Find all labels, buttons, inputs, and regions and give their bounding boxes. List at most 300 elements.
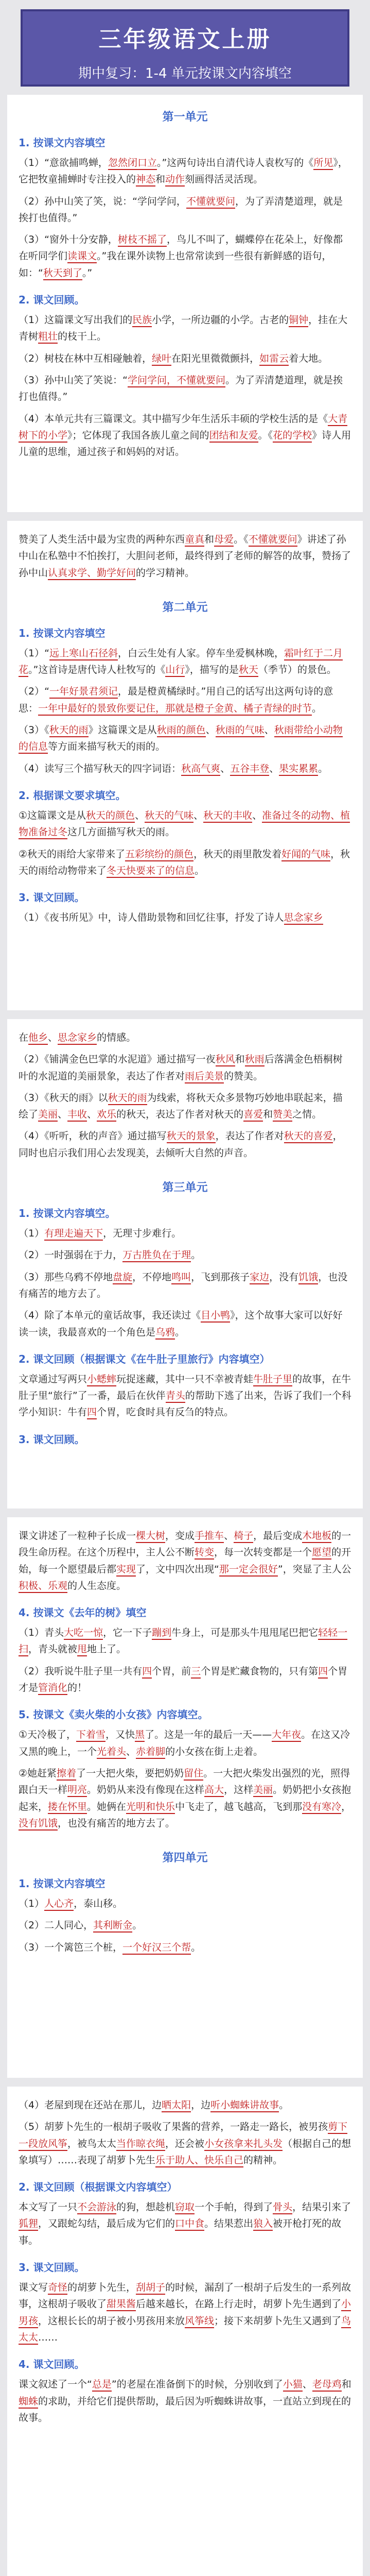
prompt-text: （3）《秋天的雨》以 [19, 1092, 108, 1104]
prompt-text: 》讲述了孙中山在私塾中不怕挨打，大胆问老师，最终得到了老师的解答的故事，赞扬了孙中山 [19, 534, 351, 579]
answer-text: 秋天的丰收 [203, 810, 252, 823]
prompt-text: （2）树枝在林中互相碰触着， [19, 352, 152, 364]
prompt-text: 的胡萝卜先生， [67, 2282, 136, 2294]
fill-blank-paragraph [19, 531, 351, 581]
content-card-2 [7, 521, 363, 1010]
answer-text: 不懂就要问 [249, 534, 297, 547]
prompt-text: 课文叙述了一个“ [19, 2379, 92, 2391]
answer-text: 口中食 [175, 2218, 204, 2231]
section-heading: 1. 按课文内容填空 [19, 626, 105, 639]
answer-text: 饥饿 [298, 1272, 318, 1284]
prompt-text: （1）“意欲捕鸣蝉， [19, 157, 108, 168]
prompt-text: 的狗，想趁机 [116, 2201, 175, 2213]
answer-text: 椅子 [234, 1530, 253, 1543]
prompt-text: （3）《 [19, 724, 49, 736]
answer-text: 没有寒冷 [302, 1801, 341, 1814]
section-heading: 2. 根据课文要求填空。 [19, 789, 126, 802]
prompt-text: 和 [235, 1054, 245, 1065]
answer-text: 果实累累 [279, 763, 318, 776]
answer-text: 当作晾衣绳 [116, 2138, 165, 2151]
prompt-text: （4）本单元共有三篇课文。其中描写少年生活乐丰硕的学校生活的是《 [19, 413, 328, 425]
prompt-text: 的开始，每一个愿望最后都 [19, 1547, 351, 1575]
answer-text: 其利断金 [93, 1920, 132, 1933]
answer-text: 大年夜 [272, 1729, 301, 1742]
prompt-text: 牛身上，可是那头牛甩甩尾巴把它 [171, 1627, 319, 1639]
answer-text: 他乡 [28, 1032, 48, 1045]
answer-text: 搂在怀里 [48, 1801, 87, 1814]
fill-blank-paragraph [19, 1726, 351, 1760]
answer-text: 冬天快要来了的信息 [107, 865, 195, 878]
prompt-text: 在阳光里微微颤抖， [171, 352, 260, 364]
fill-blank-paragraph [19, 1247, 351, 1263]
answer-text: 狼入 [253, 2218, 273, 2231]
prompt-text: （1）《夜书所见》中，诗人借助景物和回忆往事，抒发了诗人 [19, 912, 284, 924]
answer-text: 乌鸦 [155, 1327, 175, 1340]
answer-text: 如雷云 [259, 353, 289, 366]
prompt-text: ，又跟蛇勾结，最后成为它们的 [38, 2218, 175, 2230]
prompt-text: 。”这首诗是唐代诗人杜牧写的《 [28, 664, 166, 676]
prompt-text: 后越来越长，在路上行走时，胡萝卜先生遇到了 [136, 2298, 342, 2310]
answer-text: 棵大树 [136, 1530, 165, 1543]
answer-text: 一个好汉三个帮 [122, 1942, 191, 1955]
prompt-text: （2）“ [19, 686, 49, 698]
fill-blank-paragraph [19, 807, 351, 841]
answer-text: 骨头 [273, 2201, 292, 2214]
answer-text: 秋天的喜爱 [284, 1130, 333, 1143]
section-heading: 3. 课文回顾。 [19, 1433, 85, 1446]
answer-text: 有理走遍天下 [44, 1228, 103, 1241]
prompt-text: 、 [205, 724, 216, 736]
content-card-1 [7, 95, 363, 512]
answer-text: 秋天的雨 [49, 724, 89, 737]
prompt-text: 、 [48, 1032, 58, 1043]
prompt-text: （1）“ [19, 647, 49, 659]
prompt-text: 。 [279, 2099, 289, 2111]
prompt-text: 地上了。 [87, 1643, 127, 1655]
prompt-text: ，也没有痛苦的地方去了。 [58, 1817, 175, 1829]
content-card-4 [7, 1517, 363, 2078]
answer-text: 欢乐 [97, 1109, 116, 1122]
prompt-text: 课文写 [19, 2282, 48, 2294]
prompt-text: 的小女孩在街上走着。 [165, 1745, 263, 1757]
prompt-text: 。奶奶把小女孩抱起来， [19, 1784, 351, 1812]
fill-blank-paragraph [19, 231, 351, 281]
prompt-text: 小学，一所边疆的小学。古老的 [152, 314, 289, 326]
prompt-text: （3）孙中山笑了笑说：“ [19, 374, 128, 386]
unit-heading: 第二单元 [162, 601, 208, 614]
prompt-text: 、 [252, 809, 262, 821]
prompt-text: 个胃是贮藏食物的，只有第 [201, 1665, 319, 1677]
fill-blank-paragraph [19, 372, 351, 405]
answer-text: 秋天到了 [43, 267, 82, 280]
prompt-text: （4）老屋到现在还站在那儿，边 [19, 2099, 162, 2111]
spacer [19, 1166, 351, 1176]
prompt-text: 被开枪打死的故事。 [19, 2218, 342, 2246]
prompt-text: ，还会被 [165, 2138, 205, 2149]
prompt-text: ，这根长长的胡子被小男孩用来放 [38, 2315, 185, 2327]
prompt-text: 。 [175, 1326, 185, 1338]
answer-text: 没有饥饿 [19, 1818, 58, 1831]
prompt-text: 了一大把火柴，要把奶奶 [76, 1767, 184, 1779]
prompt-text: （季节）的景色。 [258, 664, 337, 676]
prompt-text: （3）一个篱笆三个桩， [19, 1941, 123, 1953]
answer-text: 黑 [135, 1729, 145, 1742]
fill-blank-paragraph [19, 1051, 351, 1084]
answer-text: 明亮 [67, 1784, 87, 1797]
prompt-text: 。结果惹出 [204, 2218, 254, 2230]
prompt-text: ，同时也启示我们用心去发现美，去倾听大自然的声音。 [19, 1130, 343, 1159]
answer-text: 甩 [77, 1643, 87, 1656]
fill-blank-paragraph [19, 2097, 351, 2113]
prompt-text: （4）《听听，秋的声音》通过描写 [19, 1130, 167, 1142]
prompt-text: ，这样 [224, 1784, 254, 1796]
section-heading: 2. 课文回顾。 [19, 294, 85, 307]
prompt-text: 。” [82, 267, 93, 279]
prompt-text: 等方面来描写秋天的雨的。 [48, 741, 166, 753]
prompt-text: ，飞到那孩子 [191, 1271, 250, 1283]
answer-text: 准备过冬的动物、植物准备过冬 [19, 810, 350, 839]
prompt-text: （5）胡萝卜先生的一根胡子吸收了果酱的营养，一路走一路长，被男孩 [19, 2121, 328, 2133]
prompt-text: ，为了弄清楚道理，就是挨打也值得。” [19, 195, 343, 224]
prompt-text: ，白云生处有人家。停车坐爱枫林晚， [117, 647, 284, 659]
answer-text: 树枝不摇了 [118, 234, 167, 247]
prompt-text: 和 [204, 534, 215, 545]
answer-text: 青头 [166, 1390, 185, 1403]
answer-text: 不会游泳 [77, 2201, 116, 2214]
answer-text: 思念家乡 [284, 912, 323, 925]
prompt-text: 本文写了一只 [19, 2201, 78, 2213]
answer-text: 小蟋蟀 [87, 1374, 116, 1386]
prompt-text: 和 [341, 2379, 351, 2391]
fill-blank-paragraph [19, 193, 351, 227]
prompt-text: 、 [87, 1109, 97, 1121]
prompt-text: 。 [312, 702, 322, 714]
prompt-text: 为线索，将秋天众多景物巧妙地串联起来，描绘了 [19, 1092, 343, 1121]
prompt-text: 。奶奶从来没有像现在这样 [87, 1784, 205, 1796]
answer-text: 鸣叫 [171, 1272, 191, 1284]
prompt-text: 的枝干上。 [58, 331, 107, 343]
answer-text: 美丽 [253, 1784, 273, 1797]
prompt-text: 的求助，并给它们提供帮助，最后因为听蜘蛛讲故事，一直站立到现在的故事。 [19, 2395, 351, 2424]
answer-text: 转变 [195, 1547, 214, 1560]
prompt-text: （2）一时强弱在于力， [19, 1249, 123, 1261]
answer-text: 神态 [136, 174, 155, 187]
prompt-text: 》，描写的是 [185, 664, 239, 676]
prompt-text: ，最后变成 [253, 1530, 303, 1541]
prompt-text: 、 [269, 762, 279, 774]
fill-blank-paragraph [19, 722, 351, 755]
answer-text: 山行 [165, 664, 185, 677]
fill-blank-paragraph [19, 1225, 351, 1242]
prompt-text: ，鸟儿不叫了，蝴蝶停在花朵上，好像都在听同学们 [19, 234, 343, 262]
answer-text: 老母鸡 [312, 2379, 342, 2392]
answer-text: 下着雪 [76, 1729, 105, 1742]
prompt-text: 这几方面描写秋天的雨。 [67, 826, 175, 838]
prompt-text: （1） [19, 1228, 45, 1240]
header-banner [21, 9, 349, 87]
prompt-text: ②秋天的雨给大家带来了 [19, 848, 126, 860]
answer-text: 家边 [250, 1272, 269, 1284]
prompt-text: ，边 [191, 2099, 211, 2111]
fill-blank-paragraph [19, 846, 351, 879]
answer-text: 好闻的气味 [281, 849, 330, 861]
fill-blank-paragraph [19, 155, 351, 188]
answer-text: 鸟太太 [19, 2315, 351, 2345]
answer-text: 秋天的气味 [145, 810, 193, 823]
prompt-text: ，不停地 [132, 1271, 172, 1283]
prompt-text: ①天冷极了， [19, 1729, 77, 1741]
answer-text: 风筝线 [185, 2315, 214, 2328]
prompt-text: 的故事，在牛肚子里“旅行”了一番，最后在伙伴 [19, 1373, 351, 1402]
prompt-text: ，青头就被 [28, 1643, 78, 1655]
fill-blank-paragraph [19, 1090, 351, 1123]
section-heading: 1. 按课文内容填空 [19, 1877, 105, 1890]
answer-text: 牛肚子里 [253, 1374, 292, 1386]
page-title: 三年级语文上册 [98, 26, 272, 53]
prompt-text: （4）读写三个描写秋天的四字词语： [19, 762, 182, 774]
section-heading: 3. 课文回顾。 [19, 2261, 85, 2274]
answer-text: 秋雨带给小动物的信息 [19, 724, 343, 754]
prompt-text: 之情。 [292, 1109, 322, 1121]
prompt-text: 的时候，漏刮了一根胡子后发生的一系列故事，这根胡子吸收了 [19, 2282, 351, 2310]
prompt-text: 。 [195, 865, 205, 876]
answer-text: 铜钟 [289, 314, 308, 327]
fill-blank-paragraph [19, 312, 351, 345]
prompt-text: 。 [132, 1920, 143, 1931]
answer-text: 五谷丰登 [230, 763, 269, 776]
section-heading: 4. 课文回顾。 [19, 2358, 85, 2371]
answer-text: 童真 [185, 534, 204, 547]
prompt-text: 、 [135, 809, 145, 821]
answer-text: 团结和友爱 [209, 430, 258, 443]
prompt-text: （1）青头 [19, 1627, 64, 1639]
answer-text: 蹦到 [152, 1627, 171, 1640]
prompt-text: 。”我在课外读物上也常常读到一些很有新鲜感的语句，如：“ [19, 250, 332, 279]
prompt-text: 、 [126, 1745, 136, 1757]
prompt-text: （4）除了本单元的童话故事，我还读过《 [19, 1310, 201, 1321]
fill-blank-paragraph [19, 1765, 351, 1832]
prompt-text: 。在这又冷又黑的晚上，一个 [19, 1729, 350, 1757]
answer-text: 刮胡子 [136, 2282, 165, 2295]
answer-text: 三 [191, 1666, 201, 1679]
answer-text: 秋雨 [245, 1054, 265, 1066]
section-heading: 5. 按课文《卖火柴的小女孩》内容填空。 [19, 1708, 208, 1721]
prompt-text: 、 [264, 724, 274, 736]
prompt-text: 》这篇课文是从 [88, 724, 157, 736]
prompt-text: ，也没有痛苦的地方去了。 [19, 1271, 348, 1299]
prompt-text: ，挂在大青树 [19, 314, 348, 343]
page-subtitle: 期中复习：1-4 单元按课文内容填空 [78, 66, 292, 81]
answer-text: 民族 [132, 314, 152, 327]
prompt-text: （1）这篇课文写出我们的 [19, 314, 133, 326]
content-card-3 [7, 1019, 363, 1509]
answer-text: 秋雨的气味 [216, 724, 265, 737]
prompt-text: 着大地。 [289, 352, 328, 364]
answer-text: 丰收 [67, 1109, 87, 1122]
answer-text: 一年好景君须记 [49, 686, 118, 699]
answer-text: 秋天的颜色 [86, 810, 135, 823]
fill-blank-paragraph [19, 1624, 351, 1658]
answer-text: 不懂就要问 [186, 196, 235, 209]
fill-blank-paragraph [19, 1917, 351, 1934]
answer-text: 甜果酱 [107, 2298, 136, 2311]
answer-text: 人心齐 [44, 1898, 74, 1911]
answer-text: 留住 [184, 1768, 203, 1781]
answer-text: 读课文 [67, 250, 97, 263]
answer-text: 四 [318, 1666, 328, 1679]
answer-text: 蜘蛛 [19, 2396, 38, 2409]
answer-text: 轻轻一扫 [19, 1627, 347, 1656]
answer-text: 秋天的景象 [167, 1130, 216, 1143]
prompt-text: ②她赶紧 [19, 1767, 57, 1779]
prompt-text: 后落满金色梧桐树叶的水泥道的美丽景象，表达了作者对 [19, 1054, 343, 1082]
prompt-text: 。《 [258, 429, 273, 441]
prompt-text: 、 [302, 2379, 312, 2391]
answer-text: 雨后美景 [185, 1071, 224, 1083]
prompt-text: 和 [263, 1109, 273, 1121]
answer-text: 五彩缤纷的颜色 [125, 849, 193, 861]
prompt-text: 。 [191, 1249, 201, 1261]
answer-text: 窃取 [175, 2201, 195, 2214]
prompt-text: 的赞美。 [224, 1070, 263, 1082]
prompt-text: 、 [193, 809, 204, 821]
answer-text: 积极、乐观 [19, 1580, 67, 1593]
answer-text: 光明和快乐 [126, 1801, 175, 1814]
prompt-text: 的精神。 [243, 2154, 283, 2166]
fill-blank-paragraph [19, 1528, 351, 1594]
prompt-text: 、 [224, 1530, 234, 1541]
prompt-text: 、 [58, 1109, 68, 1121]
prompt-text: …… [38, 2331, 58, 2343]
fill-blank-paragraph [19, 683, 351, 717]
prompt-text: 的一段生命历程。在这个历程中，主人公不断 [19, 1530, 351, 1558]
prompt-text: 了。这是一年的最后一天—— [145, 1729, 272, 1741]
answer-text: 喜爱 [243, 1109, 263, 1122]
answer-text: 小女孩拿来扎头发 [204, 2138, 283, 2151]
answer-text: 秋天的雨 [108, 1092, 147, 1105]
answer-text: 总是 [92, 2379, 112, 2392]
fill-blank-paragraph [19, 1307, 351, 1341]
answer-text: 高大 [204, 1784, 224, 1797]
fill-blank-paragraph [19, 1939, 351, 1956]
answer-text: 小男孩 [19, 2298, 351, 2328]
section-heading: 1. 按课文内容填空。 [19, 1207, 116, 1220]
fill-blank-paragraph [19, 909, 351, 926]
prompt-text: ”，突显了主人公 [277, 1563, 351, 1575]
prompt-text: 和 [155, 174, 166, 185]
answer-text: 霜叶红于二月花 [19, 648, 343, 677]
fill-blank-paragraph [19, 411, 351, 461]
prompt-text: 的！ [67, 1682, 87, 1694]
fill-blank-paragraph [19, 1663, 351, 1697]
prompt-text: 的学习精神。 [136, 567, 195, 579]
section-heading: 4. 按课文《去年的树》填空 [19, 1606, 147, 1619]
prompt-text: 个胃才是 [19, 1665, 348, 1694]
answer-text: 动作 [165, 174, 185, 187]
prompt-text: ，变成 [165, 1530, 195, 1541]
prompt-text: 。 [318, 762, 328, 774]
answer-text: 大青树下的小学 [19, 413, 347, 443]
answer-text: 万古胜负在于理 [122, 1249, 191, 1262]
prompt-text: （1） [19, 1898, 45, 1910]
unit-heading: 第四单元 [162, 1852, 208, 1865]
answer-text: 思念家乡 [58, 1032, 97, 1045]
fill-blank-paragraph [19, 1371, 351, 1421]
fill-blank-paragraph [19, 1128, 351, 1161]
prompt-text: 的人生态度。 [67, 1580, 127, 1591]
prompt-text: （2）二人同心， [19, 1920, 94, 1931]
answer-text: 秋天 [239, 664, 258, 677]
prompt-text: 中飞走了，越飞越高，飞到那 [175, 1801, 303, 1812]
content-card-5 [7, 2087, 363, 2576]
answer-text: 远上寒山石径斜 [49, 648, 118, 660]
answer-text: 美丽 [38, 1109, 58, 1122]
answer-text: 光着头 [97, 1746, 126, 1759]
prompt-text: （2）我听说牛肚子里一共有 [19, 1665, 143, 1677]
prompt-text: ，结果引来了 [292, 2201, 351, 2213]
answer-text: 听小蜘蛛讲故事 [210, 2099, 279, 2112]
prompt-text: 玩捉迷藏，其中一只不幸被青蛙 [116, 1373, 254, 1385]
prompt-text: ”的老屋在准备倒下的时候，分别收到了 [111, 2379, 283, 2391]
answer-text: 赤着脚 [136, 1746, 165, 1759]
prompt-text: 的帮助下逃了出来，告诉了我们一个科学小知识：牛有 [19, 1390, 351, 1418]
answer-text: 四 [87, 1406, 97, 1419]
prompt-text: 。 [191, 1941, 201, 1953]
answer-text: 粗壮 [38, 331, 58, 344]
prompt-text: 》；它体现了我国各族儿童之间的 [67, 429, 209, 441]
prompt-text: 。”这两句诗出自清代诗人袁枚写的《 [156, 157, 314, 168]
unit-heading: 第一单元 [162, 111, 208, 124]
answer-text: 学问学问，不懂就要问 [128, 375, 225, 387]
prompt-text: 赞美了人类生活中最为宝贵的两种东西 [19, 534, 185, 545]
answer-text: 认真求学、勤学好问 [48, 567, 136, 580]
prompt-text: ，没有 [269, 1271, 299, 1283]
prompt-text: 刻画得活灵活现。 [185, 174, 263, 185]
answer-text: 那一定会很好 [219, 1564, 278, 1577]
section-heading: 2. 课文回顾（根据课文《在牛肚子里旅行》内容填空） [19, 1352, 270, 1365]
answer-text: 目小鸭 [201, 1310, 230, 1323]
unit-heading: 第三单元 [162, 1181, 208, 1195]
prompt-text: ，每一次转变都是一个 [214, 1547, 312, 1558]
prompt-text: 的情感。 [97, 1032, 136, 1043]
prompt-text: ；接下来胡萝卜先生又遇到了 [214, 2315, 342, 2327]
prompt-text: ①这篇课文是从 [19, 809, 86, 821]
answer-text: 擦着 [57, 1768, 76, 1781]
prompt-text: 个胃，前 [152, 1665, 191, 1677]
prompt-text: 的秋天，表达了作者对秋天的 [116, 1109, 244, 1121]
answer-text: 四 [142, 1666, 152, 1679]
answer-text: 剪下一段放风筝 [19, 2121, 347, 2150]
fill-blank-paragraph [19, 1269, 351, 1302]
fill-blank-paragraph [19, 350, 351, 367]
prompt-text: ， [341, 1801, 351, 1812]
prompt-text: ，又快 [105, 1729, 135, 1741]
fill-blank-paragraph [19, 760, 351, 777]
spacer [19, 1837, 351, 1846]
answer-text: 盘旋 [113, 1272, 132, 1284]
prompt-text: ，表达了作者对 [215, 1130, 284, 1142]
prompt-text: ，泰山移。 [74, 1898, 123, 1910]
answer-text: 手推车 [195, 1530, 224, 1543]
answer-text: 秋雨的颜色 [157, 724, 206, 737]
prompt-text: 。为了弄清楚道理，就是挨打也值得。” [19, 374, 343, 403]
fill-blank-paragraph [19, 1895, 351, 1912]
prompt-text: ，秋天的雨里散发着 [193, 848, 282, 860]
prompt-text: 课文讲述了一粒种子长成一 [19, 1530, 136, 1541]
answer-text: 绿叶 [152, 353, 171, 366]
answer-text: 晒太阳 [162, 2099, 191, 2112]
prompt-text: 、 [220, 762, 231, 774]
